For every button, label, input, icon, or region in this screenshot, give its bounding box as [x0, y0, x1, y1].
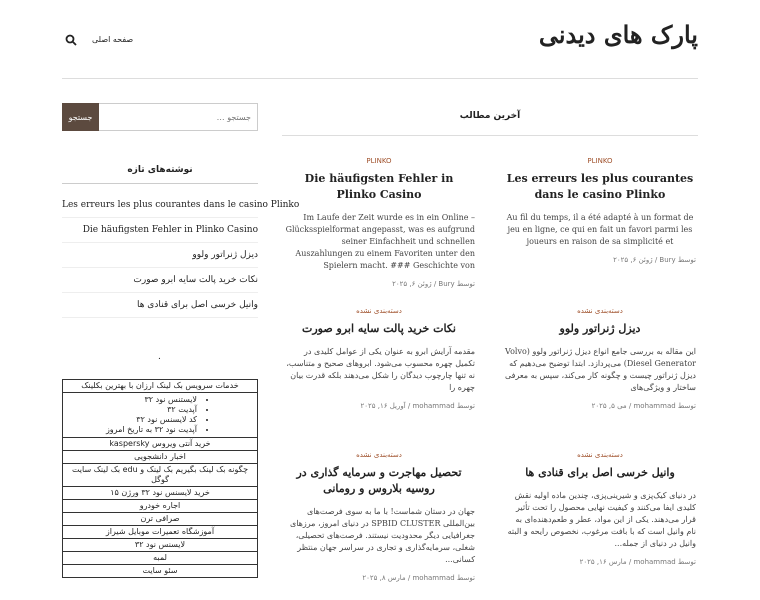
recent-post-link[interactable]: Les erreurs les plus courantes dans le casino Plinko	[62, 193, 258, 218]
post-meta: توسط mohammad / آوریل ۱۶, ۲۰۲۵	[360, 402, 475, 410]
links-sub-item[interactable]: • آپدیت ۳۲	[63, 405, 197, 415]
post-title[interactable]: Les erreurs les plus courantes dans le casino Plinko	[506, 172, 694, 201]
links-row[interactable]: چگونه بک لینک بگیریم بک لینک و edu بک لینک سایت گوگل	[63, 464, 257, 487]
recent-post-link[interactable]: وانیل خرسی اصل برای قنادی ها	[62, 293, 258, 318]
links-row[interactable]: اجاره خودرو	[63, 500, 257, 513]
links-row[interactable]: صرافی ترن	[63, 513, 257, 526]
post-meta: توسط mohammad / مارس ۱۶, ۲۰۲۵	[579, 558, 696, 566]
recent-post-link[interactable]: دیزل ژنراتور ولوو	[62, 243, 258, 268]
search-icon[interactable]	[65, 34, 77, 46]
post-meta: توسط Bury / ژوئن ۶, ۲۰۲۵	[392, 280, 475, 288]
post-card	[283, 451, 475, 582]
post-card	[504, 157, 696, 264]
nav-home-link[interactable]: صفحه اصلی	[92, 35, 134, 44]
search-submit-button[interactable]: جستجو	[62, 103, 99, 131]
post-title[interactable]: Die häufigsten Fehler in Plinko Casino	[304, 172, 454, 201]
search-input[interactable]	[99, 103, 258, 131]
links-sub-item[interactable]: • کد لایسنس نود ۳۲	[63, 415, 197, 425]
post-excerpt: مقدمه آرایش ابرو به عنوان یکی از عوامل کلیدی در تکمیل چهره محسوب می‌شود. ابروهای صحیح و متناسب، نه تنها چارچوب دیدگان را شکل می‌دهند بلکه قدرت بیان چهره را	[286, 347, 475, 392]
post-title[interactable]: نکات خرید پالت سایه ابرو صورت	[302, 322, 456, 335]
recent-post-link[interactable]: Die häufigsten Fehler in Plinko Casino	[62, 218, 258, 243]
recent-posts-title: نوشته‌های تازه	[127, 165, 193, 175]
post-category[interactable]: دسته‌بندی نشده	[356, 307, 402, 315]
post-category[interactable]: PLINKO	[366, 157, 392, 165]
links-row[interactable]: سئو سایت	[63, 565, 257, 578]
links-widget	[62, 379, 258, 578]
post-excerpt: Im Laufe der Zeit wurde es in ein Online – Glücksspielformat angepasst, was es aufgrund seiner Einfachheit und schnellen Auszahlungen zu einem Favoriten unter den Spielern macht. ### Geschichte von	[285, 213, 475, 270]
post-title[interactable]: تحصیل مهاجرت و سرمایه گذاری در روسیه بلاروس و رومانی	[296, 466, 462, 495]
links-row[interactable]: آموزشگاه تعمیرات موبایل شیراز	[63, 526, 257, 539]
links-row[interactable]: خرید لایسنس نود ۳۲ ورژن ۱۵	[63, 487, 257, 500]
widget-dot: .	[158, 352, 161, 362]
post-category[interactable]: دسته‌بندی نشده	[577, 451, 623, 459]
links-sub-item[interactable]: • آپدیت نود ۳۲ به تاریخ امروز	[63, 425, 197, 435]
post-meta: توسط mohammad / می ۵, ۲۰۲۵	[591, 402, 696, 410]
post-title[interactable]: دیزل ژنراتور ولوو	[559, 322, 641, 335]
links-row[interactable]: لمبه	[63, 552, 257, 565]
latest-posts-divider	[282, 135, 698, 136]
post-meta: توسط Bury / ژوئن ۶, ۲۰۲۵	[613, 256, 696, 264]
recent-posts-list	[62, 193, 300, 318]
post-card	[504, 307, 696, 410]
header-divider	[62, 78, 698, 79]
post-excerpt: در دنیای کیک‌پزی و شیرینی‌پزی، چندین ماده اولیه نقش کلیدی ایفا می‌کنند و کیفیت نهایی محصول را تحت تأثیر قرار می‌دهند. یکی از این مواد، عطر و طعم‌دهنده‌ای به نام وانیل است که با بافت مرغوب، نخصوص رایحه و البته وانیل در دنیای از جمله...	[507, 491, 696, 548]
sidebar-search	[62, 103, 258, 131]
post-card	[283, 157, 475, 288]
post-card	[283, 307, 475, 410]
post-category[interactable]: دسته‌بندی نشده	[356, 451, 402, 459]
post-excerpt: این مقاله به بررسی جامع انواع دیزل ژنراتور ولوو (Volvo Diesel Generator) می‌پردازد. ابتدا توضیح می‌دهیم که دیزل ژنراتور چیست و چگونه کار می‌کند، سپس به معرفی ساختار و ویژگی‌های	[504, 347, 696, 392]
post-category[interactable]: دسته‌بندی نشده	[577, 307, 623, 315]
recent-post-link[interactable]: نکات خرید پالت سایه ابرو صورت	[62, 268, 258, 293]
post-excerpt: جهان در دستان شماست! با ما به سوی فرصت‌های بین‌المللی SPBID CLUSTER در دنیای امروز، مرزهای جغرافیایی دیگر محدودیت نیستند. فرصت‌های تحصیلی، شغلی، سرمایه‌گذاری و تجاری در سراسر جهان منتظر کسانی...	[289, 507, 475, 564]
post-title[interactable]: وانیل خرسی اصل برای قنادی ها	[525, 466, 675, 479]
recent-posts-divider	[62, 183, 258, 184]
post-meta: توسط mohammad / مارس ۸, ۲۰۲۵	[362, 574, 475, 582]
links-row[interactable]: اخبار دانشجویی	[63, 451, 257, 464]
post-card	[504, 451, 696, 566]
post-excerpt: Au fil du temps, il a été adapté à un format de jeu en ligne, ce qui en fait un favori parmi les joueurs en raison de sa simplicité et	[506, 213, 694, 246]
links-row[interactable]: لایسنس نود ۳۲	[63, 539, 257, 552]
links-sublist	[63, 393, 257, 438]
links-row[interactable]: خدمات سرویس بک لینک ارزان با بهترین بکلینک	[63, 379, 257, 393]
post-category[interactable]: PLINKO	[587, 157, 613, 165]
latest-posts-title: آخرین مطالب	[459, 111, 521, 121]
links-sub-item[interactable]: • لایستنس نود ۳۲	[63, 395, 197, 405]
site-title[interactable]: پارک های دیدنی	[538, 20, 698, 49]
links-row[interactable]: خرید آنتی ویروس kaspersky	[63, 438, 257, 451]
